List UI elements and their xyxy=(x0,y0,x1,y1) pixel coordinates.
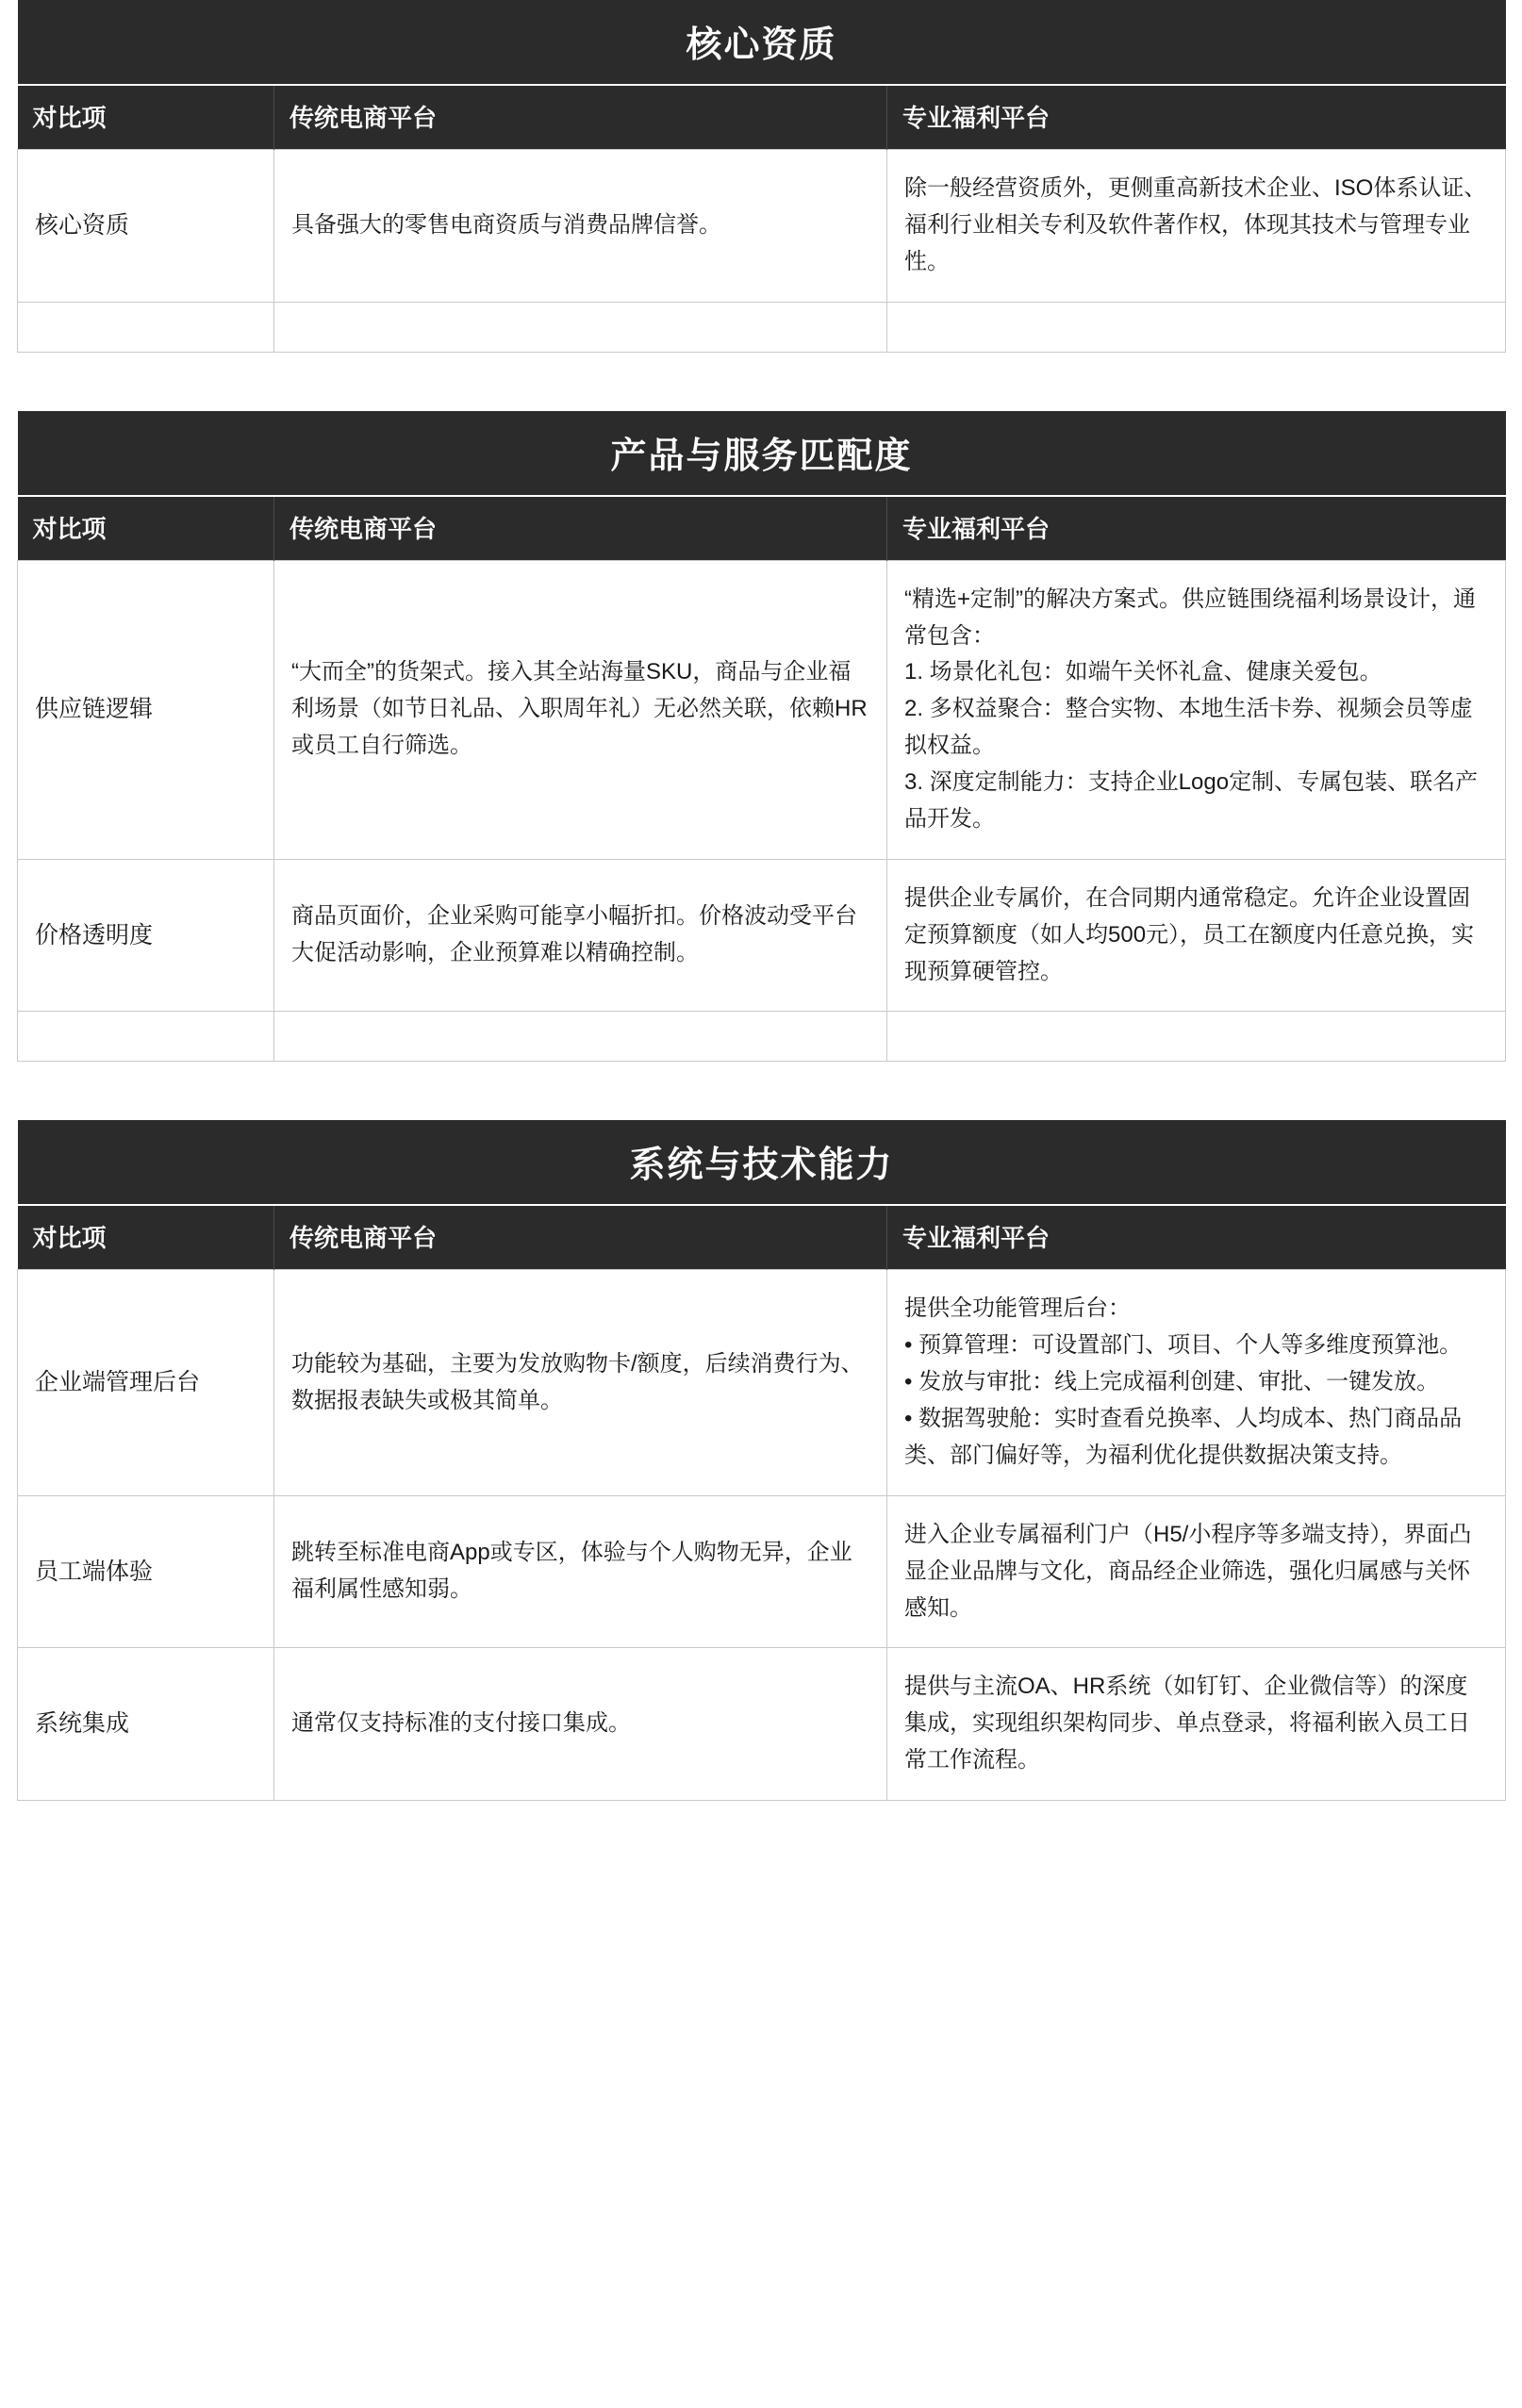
table-blank-row xyxy=(18,302,1506,352)
cell-welfare xyxy=(887,560,1506,859)
table-row xyxy=(18,1648,1506,1801)
cell-traditional xyxy=(274,1495,887,1648)
section-title: 产品与服务匹配度 xyxy=(18,411,1506,496)
cell-paragraph: 除一般经营资质外，更侧重高新技术企业、ISO体系认证、福利行业相关专利及软件著作权，体现其技术与管理专业性。 xyxy=(904,175,1487,274)
column-header-welfare: 专业福利平台 xyxy=(887,1205,1506,1270)
comparison-table xyxy=(17,1120,1506,1801)
blank-cell xyxy=(887,1012,1506,1062)
section-core-qualification xyxy=(17,0,1505,353)
section-spacer xyxy=(17,353,1505,411)
section-spacer xyxy=(17,1062,1505,1120)
blank-cell xyxy=(18,1012,274,1062)
section-title-row xyxy=(18,0,1506,85)
column-header-item: 对比项 xyxy=(18,496,274,561)
cell-paragraph: 功能较为基础，主要为发放购物卡/额度，后续消费行为、数据报表缺失或极其简单。 xyxy=(291,1350,864,1413)
cell-traditional xyxy=(274,1648,887,1801)
cell-traditional xyxy=(274,1270,887,1495)
table-header-row xyxy=(18,1205,1506,1270)
section-title: 系统与技术能力 xyxy=(18,1120,1506,1205)
section-title-row xyxy=(18,411,1506,496)
cell-paragraph: 进入企业专属福利门户（H5/小程序等多端支持），界面凸显企业品牌与文化，商品经企业筛选，强化归属感与关怀感知。 xyxy=(904,1521,1472,1621)
column-header-welfare: 专业福利平台 xyxy=(887,496,1506,561)
column-header-welfare: 专业福利平台 xyxy=(887,85,1506,150)
table-row xyxy=(18,1270,1506,1495)
section-title-row xyxy=(18,1120,1506,1205)
column-header-item: 对比项 xyxy=(18,1205,274,1270)
column-header-item: 对比项 xyxy=(18,85,274,150)
row-label: 核心资质 xyxy=(18,150,274,303)
row-label: 企业端管理后台 xyxy=(18,1270,274,1495)
cell-welfare xyxy=(887,859,1506,1012)
table-row xyxy=(18,859,1506,1012)
column-header-traditional: 传统电商平台 xyxy=(274,85,887,150)
cell-paragraph: 跳转至标准电商App或专区，体验与个人购物无异，企业福利属性感知弱。 xyxy=(291,1540,852,1603)
table-row xyxy=(18,150,1506,303)
cell-paragraph: • 发放与审批：线上完成福利创建、审批、一键发放。 xyxy=(904,1369,1440,1395)
section-product-service-match xyxy=(17,411,1505,1063)
cell-paragraph: • 预算管理：可设置部门、项目、个人等多维度预算池。 xyxy=(904,1332,1463,1359)
cell-welfare xyxy=(887,1270,1506,1495)
table-header-row xyxy=(18,496,1506,561)
column-header-traditional: 传统电商平台 xyxy=(274,496,887,561)
cell-traditional xyxy=(274,150,887,303)
table-row xyxy=(18,1495,1506,1648)
cell-welfare xyxy=(887,1648,1506,1801)
row-label: 供应链逻辑 xyxy=(18,560,274,859)
comparison-table xyxy=(17,411,1506,1063)
table-blank-row xyxy=(18,1012,1506,1062)
cell-traditional xyxy=(274,859,887,1012)
table-row xyxy=(18,560,1506,859)
cell-paragraph: “大而全”的货架式。接入其全站海量SKU，商品与企业福利场景（如节日礼品、入职周年礼）无必然关联，依赖HR或员工自行筛选。 xyxy=(291,659,868,759)
cell-paragraph: 提供企业专属价，在合同期内通常稳定。允许企业设置固定预算额度（如人均500元），员工在额度内任意兑换，实现预算硬管控。 xyxy=(904,884,1475,984)
cell-paragraph: 1. 场景化礼包：如端午关怀礼盒、健康关爱包。 xyxy=(904,659,1382,685)
cell-welfare xyxy=(887,1495,1506,1648)
cell-paragraph: • 数据驾驶舱：实时查看兑换率、人均成本、热门商品品类、部门偏好等，为福利优化提供数据决策支持。 xyxy=(904,1406,1463,1468)
cell-paragraph: 3. 深度定制能力：支持企业Logo定制、专属包装、联名产品开发。 xyxy=(904,769,1479,832)
row-label: 员工端体验 xyxy=(18,1495,274,1648)
section-system-tech-capability xyxy=(17,1120,1505,1801)
column-header-traditional: 传统电商平台 xyxy=(274,1205,887,1270)
cell-paragraph: 具备强大的零售电商资质与消费品牌信誉。 xyxy=(291,211,721,238)
row-label: 价格透明度 xyxy=(18,859,274,1012)
cell-paragraph: 商品页面价，企业采购可能享小幅折扣。价格波动受平台大促活动影响，企业预算难以精确控制。 xyxy=(291,903,857,966)
blank-cell xyxy=(274,1012,887,1062)
cell-traditional xyxy=(274,560,887,859)
cell-welfare xyxy=(887,150,1506,303)
row-label: 系统集成 xyxy=(18,1648,274,1801)
blank-cell xyxy=(887,302,1506,352)
section-title: 核心资质 xyxy=(18,0,1506,85)
blank-cell xyxy=(18,302,274,352)
blank-cell xyxy=(274,302,887,352)
cell-paragraph: “精选+定制”的解决方案式。供应链围绕福利场景设计，通常包含： xyxy=(904,586,1476,649)
cell-paragraph: 2. 多权益聚合：整合实物、本地生活卡券、视频会员等虚拟权益。 xyxy=(904,696,1473,759)
table-header-row xyxy=(18,85,1506,150)
cell-paragraph: 通常仅支持标准的支付接口集成。 xyxy=(291,1710,631,1737)
cell-paragraph: 提供与主流OA、HR系统（如钉钉、企业微信等）的深度集成，实现组织架构同步、单点登录，将福利嵌入员工日常工作流程。 xyxy=(904,1674,1470,1773)
cell-paragraph: 提供全功能管理后台： xyxy=(904,1295,1131,1322)
comparison-table xyxy=(17,0,1506,353)
